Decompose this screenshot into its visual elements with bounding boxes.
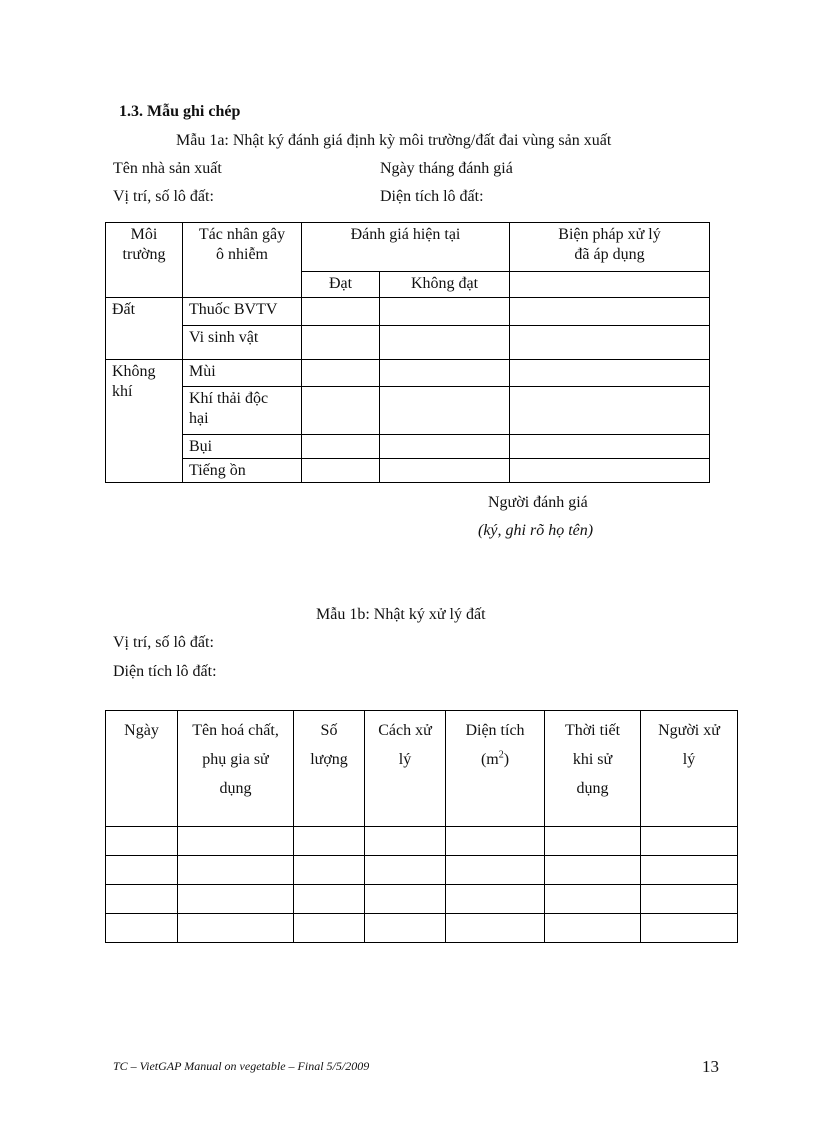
table-cell [365,885,446,914]
header-handler: Người xử lý [641,711,738,827]
table-cell [510,298,710,326]
group-air: Không khí [106,360,183,483]
plot-area-label: Diện tích lô đất: [380,188,484,205]
table-cell [302,387,380,435]
table-cell [294,827,365,856]
table-cell [106,914,178,943]
producer-label: Tên nhà sản xuất [113,160,222,177]
table-cell [380,387,510,435]
table-cell [302,326,380,360]
table-cell [545,856,641,885]
agent-odor: Mùi [183,360,302,387]
table-cell [510,360,710,387]
table-cell [294,856,365,885]
table-cell [178,914,294,943]
table-cell [178,885,294,914]
header-area: Diện tích $(m^2)$ [446,711,545,827]
header-treatment-measures: Biện pháp xử lý đã áp dụng [510,223,710,272]
table-cell [302,298,380,326]
table-cell [106,827,178,856]
environment-evaluation-table [105,222,710,483]
table-row [106,856,738,885]
table-cell [380,435,510,459]
agent-pesticide: Thuốc BVTV [183,298,302,326]
table-cell [446,885,545,914]
header-weather: Thời tiết khi sử dụng [545,711,641,827]
table-cell [380,459,510,483]
section-heading: 1.3. Mẫu ghi chép [119,103,241,120]
table-cell [302,435,380,459]
header-chemical: Tên hoá chất, phụ gia sử dụng [178,711,294,827]
header-pollutant: Tác nhân gây ô nhiễm [183,223,302,298]
table-cell [380,298,510,326]
table-cell [641,827,738,856]
table-cell [380,360,510,387]
header-empty-cell [510,272,710,298]
evaluator-label: Người đánh giá [488,494,588,511]
header-pass: Đạt [302,272,380,298]
form-1a-title: Mẫu 1a: Nhật ký đánh giá định kỳ môi trường/đất đai vùng sản xuất [176,132,612,149]
plot-location-label-1b: Vị trí, số lô đất: [113,634,214,651]
header-method: Cách xử lý [365,711,446,827]
table-row [106,885,738,914]
table-cell [294,914,365,943]
agent-toxic-gas: Khí thải độc hại [183,387,302,435]
evaluation-date-label: Ngày tháng đánh giá [380,160,513,177]
table-cell [510,326,710,360]
plot-location-label: Vị trí, số lô đất: [113,188,214,205]
table-cell [510,387,710,435]
soil-treatment-log-table [105,710,738,943]
table-row [106,827,738,856]
header-environment: Môi trường [106,223,183,298]
table-cell [294,885,365,914]
table-cell [365,914,446,943]
table-cell [365,827,446,856]
agent-microorganism: Vi sinh vật [183,326,302,360]
table-cell [302,459,380,483]
table-cell [510,459,710,483]
table-cell [365,856,446,885]
header-current-evaluation: Đánh giá hiện tại [302,223,510,272]
table-cell [178,856,294,885]
agent-noise: Tiếng ồn [183,459,302,483]
page-number: 13 [702,1057,719,1076]
table-cell [380,326,510,360]
table-cell [641,856,738,885]
agent-dust: Bụi [183,435,302,459]
table-row [106,914,738,943]
footer-text: TC – VietGAP Manual on vegetable – Final 5/5/2009 [113,1059,370,1073]
table-cell [641,885,738,914]
table-cell [545,827,641,856]
table-cell [178,827,294,856]
header-quantity: Số lượng [294,711,365,827]
table-cell [446,914,545,943]
plot-area-label-1b: Diện tích lô đất: [113,663,217,680]
table-cell [302,360,380,387]
table-cell [510,435,710,459]
table-cell [106,885,178,914]
table-cell [106,856,178,885]
table-cell [641,914,738,943]
header-fail: Không đạt [380,272,510,298]
table-cell [446,827,545,856]
header-date: Ngày [106,711,178,827]
table-cell [545,885,641,914]
table-cell [545,914,641,943]
group-soil: Đất [106,298,183,360]
signature-note: (ký, ghi rõ họ tên) [478,522,594,539]
table-cell [446,856,545,885]
form-1b-title: Mẫu 1b: Nhật ký xử lý đất [316,606,486,623]
